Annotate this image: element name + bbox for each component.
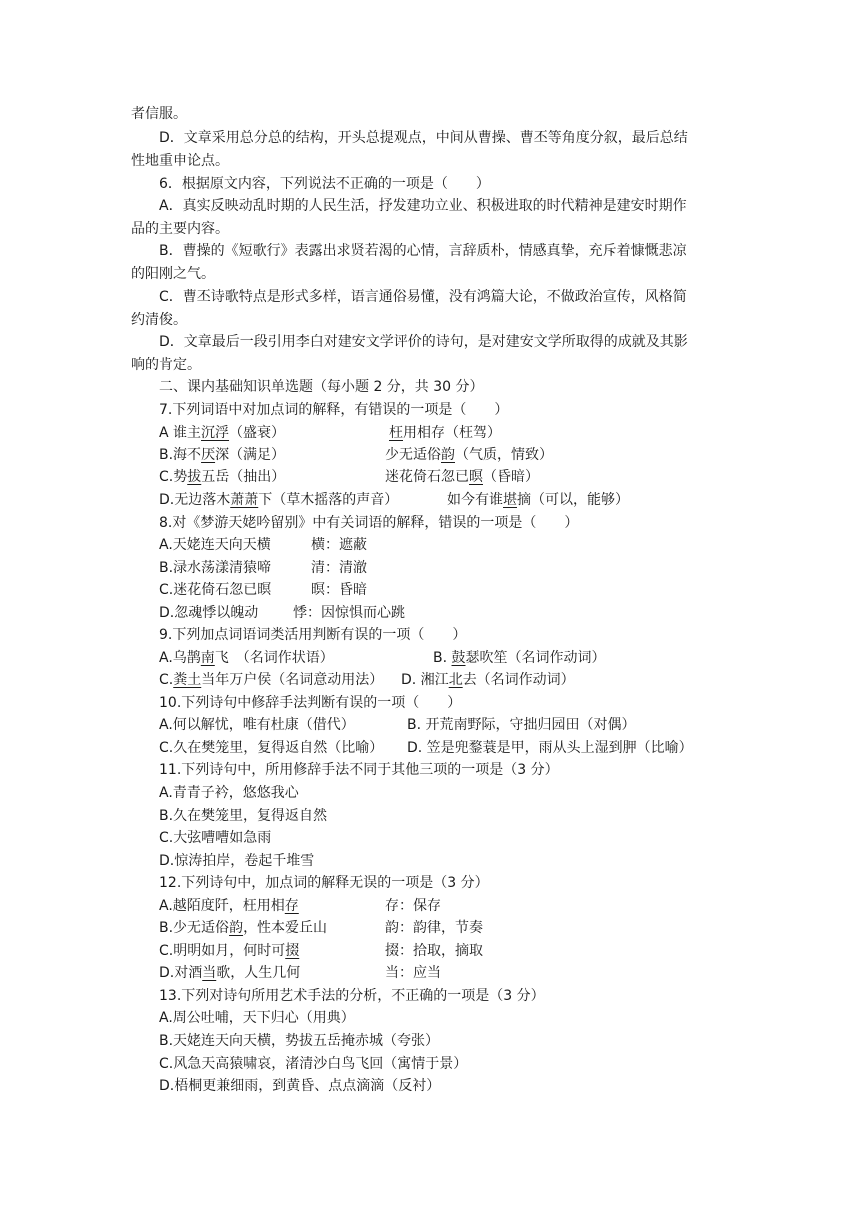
q12-option-b: B.少无适俗韵，性本爱丘山 [159,920,328,936]
q12-stem: 12.下列诗句中，加点词的解释无误的一项是（3 分） [159,875,489,891]
q6-option-c-line1: C．曹丕诗歌特点是形式多样，语言通俗易懂，没有鸿篇大论，不做政治宣传，风格简 [159,289,687,305]
dotted-word: 鼓 [451,650,466,666]
dotted-word: 南 [200,650,215,666]
q8-option-b-gloss: 清：清澈 [311,560,367,576]
dotted-word: 厌 [201,447,216,463]
q10-option-a: A.何以解忧，唯有杜康（借代） [159,717,355,733]
q7-stem: 7.下列词语中对加点词的解释，有错误的一项是（ ） [159,402,509,418]
dotted-word: 堪 [503,492,517,508]
q13-option-b: B.天姥连天向天横，势拔五岳掩赤城（夸张） [159,1033,440,1049]
dotted-word: 粪土 [173,672,202,688]
q6-option-d-line1: D．文章最后一段引用李白对建安文学评价的诗句，是对建安文学所取得的成就及其影 [159,334,688,350]
q7-option-b: B.海不厌深（满足） [159,447,286,463]
dotted-word: 北 [448,672,463,688]
q8-option-c: C.迷花倚石忽已暝 [159,582,272,598]
q12-option-d-gloss: 当：应当 [385,965,441,981]
q6-option-a-line1: A．真实反映动乱时期的人民生活，抒发建功立业、积极进取的时代精神是建安时期作 [159,198,687,214]
q9-option-b: B. 鼓瑟吹笙（名词作动词） [433,650,606,666]
q6-option-b-line1: B．曹操的《短歌行》表露出求贤若渴的心情，言辞质朴，情感真挚，充斥着慷慨悲凉 [159,243,687,259]
q6-option-c-line2: 约清俊。 [131,312,187,328]
q8-option-a: A.天姥连天向天横 [159,537,271,553]
q8-stem: 8.对《梦游天姥吟留别》中有关词语的解释，错误的一项是（ ） [159,515,579,531]
q10-option-c: C.久在樊笼里，复得返自然（比喻） [159,740,384,756]
q7-option-d: D.无边落木萧萧下（草木摇落的声音） [159,492,399,508]
q6-option-b-line2: 的阳刚之气。 [131,266,215,282]
q10-option-d: D. 笠是兜鍪蓑是甲，雨从头上湿到胛（比喻） [407,740,693,756]
dotted-word: 韵 [441,447,455,463]
q12-option-c: C.明明如月，何时可掇 [159,943,300,959]
q12-option-a: A.越陌度阡，枉用相存 [159,898,299,914]
q8-option-d-gloss: 悸：因惊惧而心跳 [293,605,405,621]
section-heading: 二、课内基础知识单选题（每小题 2 分，共 30 分） [159,379,484,395]
q13-option-d: D.梧桐更兼细雨，到黄昏、点点滴滴（反衬） [159,1078,441,1094]
q11-stem: 11.下列诗句中，所用修辞手法不同于其他三项的一项是（3 分） [159,762,559,778]
q12-option-c-gloss: 掇：拾取，摘取 [385,943,483,959]
q8-option-b: B.渌水荡漾清猿啼 [159,560,272,576]
q6-stem: 6．根据原文内容，下列说法不正确的一项是（ ） [159,176,490,192]
q5-option-c-end: 者信服。 [131,106,187,122]
q6-option-d-line2: 响的肯定。 [131,357,201,373]
q6-option-a-line2: 品的主要内容。 [131,221,229,237]
q5-option-d-line2: 性地重申论点。 [131,153,229,169]
q8-option-c-gloss: 暝：昏暗 [311,582,367,598]
dotted-word: 枉 [389,425,403,441]
q11-option-d: D.惊涛拍岸，卷起千堆雪 [159,853,315,869]
q9-option-d: D. 湘江北去（名词作动词） [401,672,575,688]
q7-option-c: C.势拔五岳（抽出） [159,469,286,485]
dotted-word: 掇 [285,943,300,959]
q7-option-b-second: 少无适俗韵（气质，情致） [385,447,553,463]
dotted-word: 沉浮 [201,425,230,441]
q9-stem: 9.下列加点词语词类活用判断有误的一项（ ） [159,627,467,643]
q8-option-a-gloss: 横：遮蔽 [311,537,367,553]
q13-option-a: A.周公吐哺，天下归心（用典） [159,1010,355,1026]
q12-option-b-gloss: 韵：韵律，节奏 [385,920,483,936]
q10-stem: 10.下列诗句中修辞手法判断有误的一项（ ） [159,695,462,711]
q7-option-c-second: 迷花倚石忽已暝（昏暗） [385,469,539,485]
q13-stem: 13.下列对诗句所用艺术手法的分析，不正确的一项是（3 分） [159,988,545,1004]
q7-option-d-second: 如今有谁堪摘（可以，能够） [447,492,629,508]
q11-option-b: B.久在樊笼里，复得返自然 [159,808,328,824]
q5-option-d-line1: D．文章采用总分总的结构，开头总提观点，中间从曹操、曹丕等角度分叙，最后总结 [159,130,688,146]
q7-option-a: A 谁主沉浮（盛衰） [159,425,286,441]
dotted-word: 当 [202,965,217,981]
q9-option-a: A.乌鹊南飞 （名词作状语） [159,650,334,666]
q8-option-d: D.忽魂悸以魄动 [159,605,259,621]
dotted-word: 拔 [187,469,202,485]
q12-option-a-gloss: 存：保存 [385,898,441,914]
q11-option-c: C.大弦嘈嘈如急雨 [159,830,272,846]
dotted-word: 存 [284,898,299,914]
dotted-word: 暝 [469,469,483,485]
dotted-word: 韵 [229,920,244,936]
q10-option-b: B. 开荒南野际，守拙归园田（对偶） [407,717,636,733]
q11-option-a: A.青青子衿，悠悠我心 [159,785,299,801]
q7-option-a-second: 枉用相存（枉驾） [389,425,501,441]
q9-option-c: C.粪土当年万户侯（名词意动用法） [159,672,384,688]
q13-option-c: C.风急天高猿啸哀，渚清沙白鸟飞回（寓情于景） [159,1056,468,1072]
q12-option-d: D.对酒当歌，人生几何 [159,965,301,981]
dotted-word: 萧萧 [230,492,259,508]
